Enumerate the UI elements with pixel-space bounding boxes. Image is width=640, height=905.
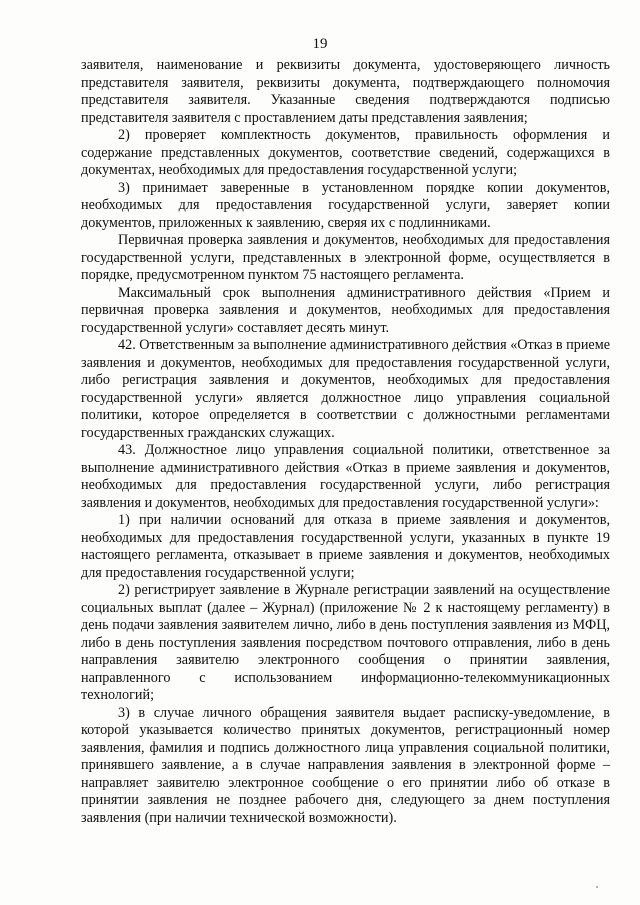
paragraph-item-3-copies: 3) принимает заверенные в установленном порядке копии документов, необходимых для предоставления государственной услуги, заверяет копии документов, приложенных к заявлению, сверяя их с подлинниками. — [81, 179, 610, 231]
paragraph-item-2-register: 2) регистрирует заявление в Журнале регистрации заявлений на осуществление социальных выплат (далее – Журнал) (приложение № 2 к настоящему регламенту) в день подачи заявления заявителем лично, либо в день поступления заявления из МФЦ, либо в день поступления заявления посредством почтового отправления, либо в день направления заявителю электронного сообщения о принятии заявления, направленного с использованием информационно-телекоммуникационных технологий; — [81, 582, 610, 703]
paragraph-clause-42: 42. Ответственным за выполнение административного действия «Отказ в приеме заявления и документов, необходимых для предоставления государственной услуги, либо регистрация заявления и документов, необходимых для предоставления государственной услуги» является должностное лицо управления социальной политики, которое определяется в соответствии с должностными регламентами государственных гражданских служащих. — [81, 337, 610, 441]
document-body — [81, 57, 610, 827]
paragraph-item-1-refusal: 1) при наличии оснований для отказа в приеме заявления и документов, необходимых для предоставления государственной услуги, указанных в пункте 19 настоящего регламента, отказывает в приеме заявления и документов, необходимых для предоставления государственной услуги; — [81, 512, 610, 581]
paragraph-continuation: заявителя, наименование и реквизиты документа, удостоверяющего личность представителя заявителя, реквизиты документа, подтверждающего полномочия представителя заявителя. Указанные сведения подтверждаются подписью представителя заявителя с проставлением даты представления заявления; — [81, 57, 610, 126]
paragraph-electronic-check: Первичная проверка заявления и документов, необходимых для предоставления государственной услуги, представленных в электронной форме, осуществляется в порядке, предусмотренном пунктом 75 настоящего регламента. — [81, 232, 610, 283]
paragraph-item-2-check: 2) проверяет комплектность документов, правильность оформления и содержание представленных документов, соответствие сведений, содержащихся в документах, необходимых для предоставления государственной услуги; — [81, 127, 610, 178]
page-number: 19 — [312, 36, 328, 52]
paragraph-max-duration: Максимальный срок выполнения административного действия «Прием и первичная проверка заявления и документов, необходимых для предоставления государственной услуги» составляет десять минут. — [81, 284, 610, 336]
scan-speck — [596, 886, 598, 888]
paragraph-item-3-receipt: 3) в случае личного обращения заявителя выдает расписку-уведомление, в которой указывается количество принятых документов, регистрационный номер заявления, фамилия и подпись должностного лица управления социальной политики, принявшего заявление, а в случае направления заявления в электронной форме – направляет заявителю электронное сообщение о его принятии либо об отказе в принятии заявления не позднее рабочего дня, следующего за днем поступления заявления (при наличии технической возможности). — [81, 704, 610, 826]
paragraph-clause-43: 43. Должностное лицо управления социальной политики, ответственное за выполнение административного действия «Отказ в приеме заявления и документов, необходимых для предоставления государственной услуги, либо регистрация заявления и документов, необходимых для предоставления государственной услуги»: — [81, 442, 610, 511]
